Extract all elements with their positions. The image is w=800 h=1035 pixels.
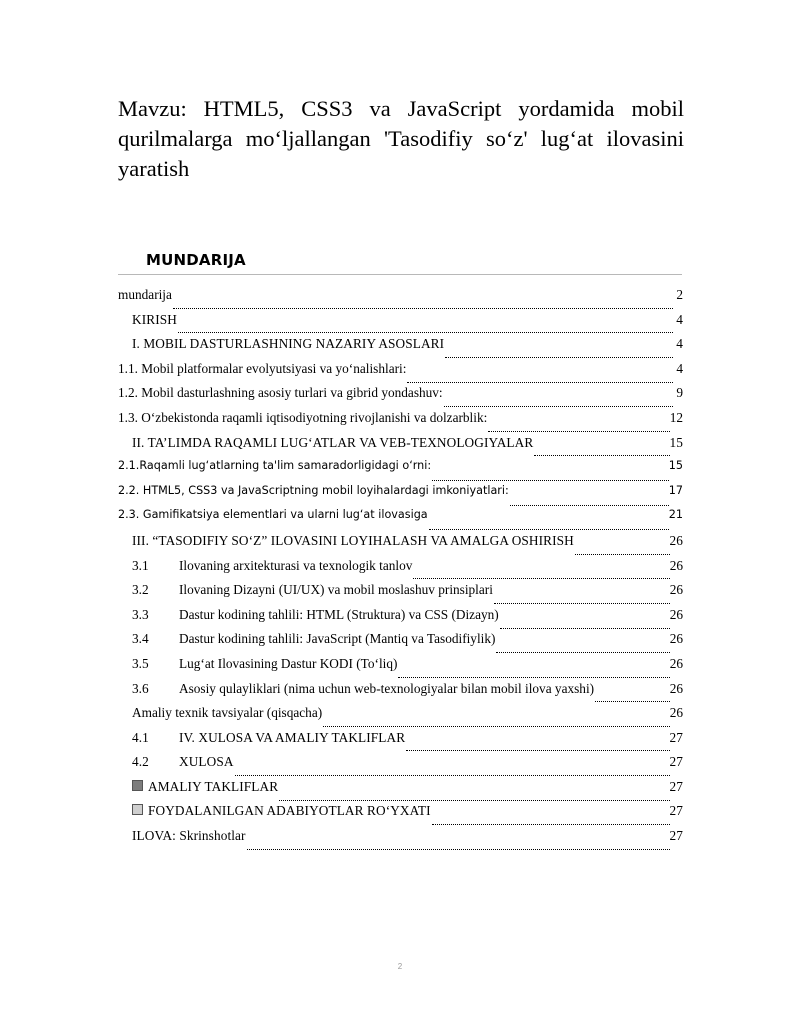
- toc-entry-2-2[interactable]: [118, 484, 683, 509]
- toc-entry-page: 4: [676, 311, 683, 327]
- page-number: 2: [397, 962, 403, 971]
- toc-dot-leader: [279, 790, 669, 801]
- toc-dot-leader: [432, 814, 670, 825]
- toc-entry-label: Amaliy texnik tavsiyalar (qisqacha): [132, 705, 323, 721]
- toc-dot-leader: [407, 372, 673, 383]
- toc-dot-leader: [595, 691, 670, 702]
- toc-entry-page: 26: [669, 680, 683, 696]
- toc-entry-adabiyotlar[interactable]: [118, 803, 683, 828]
- toc-entry-page: 27: [669, 828, 683, 844]
- light-square-bullet-icon: [132, 804, 143, 815]
- toc-entry-page: 9: [676, 385, 683, 401]
- toc-dot-leader: [534, 445, 669, 456]
- toc-entry-3-2[interactable]: [118, 582, 683, 607]
- toc-entry-page: 21: [668, 508, 683, 522]
- toc-entry-page: 17: [668, 483, 683, 497]
- toc-dot-leader: [429, 519, 669, 530]
- toc-dot-leader: [494, 593, 670, 604]
- toc-dot-leader: [178, 322, 673, 333]
- toc-entry-label: mundarija: [118, 287, 172, 302]
- toc-dot-leader: [173, 298, 673, 309]
- toc-entry-label: 1.2. Mobil dasturlashning asosiy turlari va gibrid yondashuv:: [118, 385, 443, 401]
- toc-dot-leader: [235, 765, 670, 776]
- toc-dot-leader: [500, 618, 670, 629]
- toc-entry-label: Ilovaning arxitekturasi va texnologik tanlov: [179, 557, 413, 573]
- toc-entry-page: 26: [669, 655, 683, 671]
- toc-entry-number: 4.1: [132, 729, 149, 745]
- toc-dot-leader: [323, 716, 670, 727]
- toc-dot-leader: [488, 421, 669, 432]
- toc-entry-label: Lug‘at Ilovasining Dastur KODI (To‘liq): [179, 655, 398, 671]
- toc-entry-number: 3.1: [132, 557, 149, 573]
- toc-entry-label: 2.3. Gamifikatsiya elementlari va ularni lug‘at ilovasiga: [118, 508, 428, 522]
- toc-entry-4-2[interactable]: [118, 754, 683, 779]
- toc-entry-chapter-2[interactable]: [118, 435, 683, 460]
- toc-dot-leader: [413, 568, 669, 579]
- document-title: Mavzu: HTML5, CSS3 va JavaScript yordamida mobil qurilmalarga mo‘ljallangan 'Tasodifiy so‘z' lug‘at ilovasini yaratish: [118, 96, 684, 181]
- dark-square-bullet-icon: [132, 780, 143, 791]
- toc-entry-label: ILOVA: Skrinshotlar: [132, 828, 246, 844]
- toc-entry-chapter-1[interactable]: [118, 336, 683, 361]
- toc-entry-label: FOYDALANILGAN ADABIYOTLAR RO‘YXATI: [148, 803, 431, 819]
- toc-entry-page: 26: [669, 557, 683, 573]
- toc-entry-label: 1.3. O‘zbekistonda raqamli iqtisodiyotning rivojlanishi va dolzarblik:: [118, 409, 488, 425]
- toc-entry-page: 26: [669, 582, 683, 598]
- toc-entry-number: 3.4: [132, 631, 149, 647]
- toc-entry-page: 4: [676, 360, 683, 376]
- toc-entry-2-3[interactable]: [118, 508, 683, 533]
- toc-entry-label: Dastur kodining tahlili: HTML (Struktura) va CSS (Dizayn): [179, 606, 499, 622]
- toc-entry-label: III. “TASODIFIY SO‘Z” ILOVASINI LOYIHALASH VA AMALGA OSHIRISH: [132, 532, 574, 548]
- toc-dot-leader: [510, 495, 669, 506]
- toc-entry-page: 27: [669, 754, 683, 770]
- table-of-contents: [118, 287, 683, 853]
- toc-entry-label: 1.1. Mobil platformalar evolyutsiyasi va yo‘nalishlari:: [118, 360, 407, 376]
- toc-entry-page: 27: [669, 803, 683, 819]
- toc-entry-number: 3.2: [132, 582, 149, 598]
- toc-entry-page: 26: [669, 705, 683, 721]
- toc-entry-kirish[interactable]: [118, 312, 683, 337]
- toc-entry-3-3[interactable]: [118, 607, 683, 632]
- toc-entry-label: KIRISH: [132, 311, 177, 327]
- toc-entry-page: 26: [669, 606, 683, 622]
- toc-entry-1-1[interactable]: [118, 361, 683, 386]
- toc-entry-label: AMALIY TAKLIFLAR: [148, 778, 279, 794]
- toc-entry-label: Asosiy qulayliklari (nima uchun web-texnologiyalar bilan mobil ilova yaxshi): [179, 680, 595, 696]
- toc-dot-leader: [406, 740, 669, 751]
- toc-entry-3-5[interactable]: [118, 656, 683, 681]
- toc-entry-number: 3.3: [132, 606, 149, 622]
- toc-dot-leader: [575, 544, 670, 555]
- toc-entry-page: 4: [676, 336, 683, 352]
- toc-entry-label: Ilovaning Dizayni (UI/UX) va mobil moslashuv prinsiplari: [179, 582, 493, 598]
- toc-entry-number: 4.2: [132, 754, 149, 770]
- toc-dot-leader: [398, 667, 669, 678]
- toc-entry-2-1[interactable]: [118, 459, 683, 484]
- toc-entry-page: 26: [669, 532, 683, 548]
- toc-entry-page: 27: [669, 729, 683, 745]
- toc-entry-chapter-3[interactable]: [118, 533, 683, 558]
- toc-entry-amaliy-takliflar[interactable]: [118, 779, 683, 804]
- toc-dot-leader: [496, 642, 669, 653]
- toc-entry-page: 26: [669, 631, 683, 647]
- toc-dot-leader: [444, 396, 673, 407]
- toc-entry-page: 2: [676, 287, 683, 302]
- toc-entry-label: XULOSA: [179, 754, 234, 770]
- toc-entry-label: IV. XULOSA VA AMALIY TAKLIFLAR: [179, 729, 406, 745]
- toc-heading-rule: [118, 274, 682, 275]
- toc-entry-4-1[interactable]: [118, 730, 683, 755]
- toc-entry-label: 2.2. HTML5, CSS3 va JavaScriptning mobil loyihalardagi imkoniyatlari:: [118, 483, 509, 497]
- toc-heading: MUNDARIJA: [146, 251, 246, 269]
- toc-entry-page: 15: [669, 434, 683, 450]
- toc-dot-leader: [247, 839, 670, 850]
- toc-dot-leader: [445, 347, 673, 358]
- toc-entry-label: I. MOBIL DASTURLASHNING NAZARIY ASOSLARI: [132, 336, 445, 352]
- toc-entry-page: 12: [669, 409, 683, 425]
- toc-entry-3-4[interactable]: [118, 631, 683, 656]
- toc-entry-label: 2.1.Raqamli lug‘atlarning ta'lim samaradorligidagi o‘rni:: [118, 459, 432, 473]
- toc-entry-ilova[interactable]: [118, 828, 683, 853]
- toc-entry-page: 15: [668, 459, 683, 473]
- toc-entry-amaliy-texnik[interactable]: [118, 705, 683, 730]
- toc-entry-3-6[interactable]: [118, 681, 683, 706]
- toc-entry-number: 3.5: [132, 655, 149, 671]
- toc-entry-3-1[interactable]: [118, 558, 683, 583]
- toc-dot-leader: [432, 470, 669, 481]
- toc-entry-label: Dastur kodining tahlili: JavaScript (Mantiq va Tasodifiylik): [179, 631, 496, 647]
- toc-entry-page: 27: [669, 778, 683, 794]
- toc-entry-number: 3.6: [132, 680, 149, 696]
- toc-entry-mundarija[interactable]: [118, 287, 683, 312]
- toc-entry-label: II. TA’LIMDA RAQAMLI LUG‘ATLAR VA VEB-TEXNOLOGIYALAR: [132, 434, 534, 450]
- toc-entry-1-3[interactable]: [118, 410, 683, 435]
- toc-entry-1-2[interactable]: [118, 385, 683, 410]
